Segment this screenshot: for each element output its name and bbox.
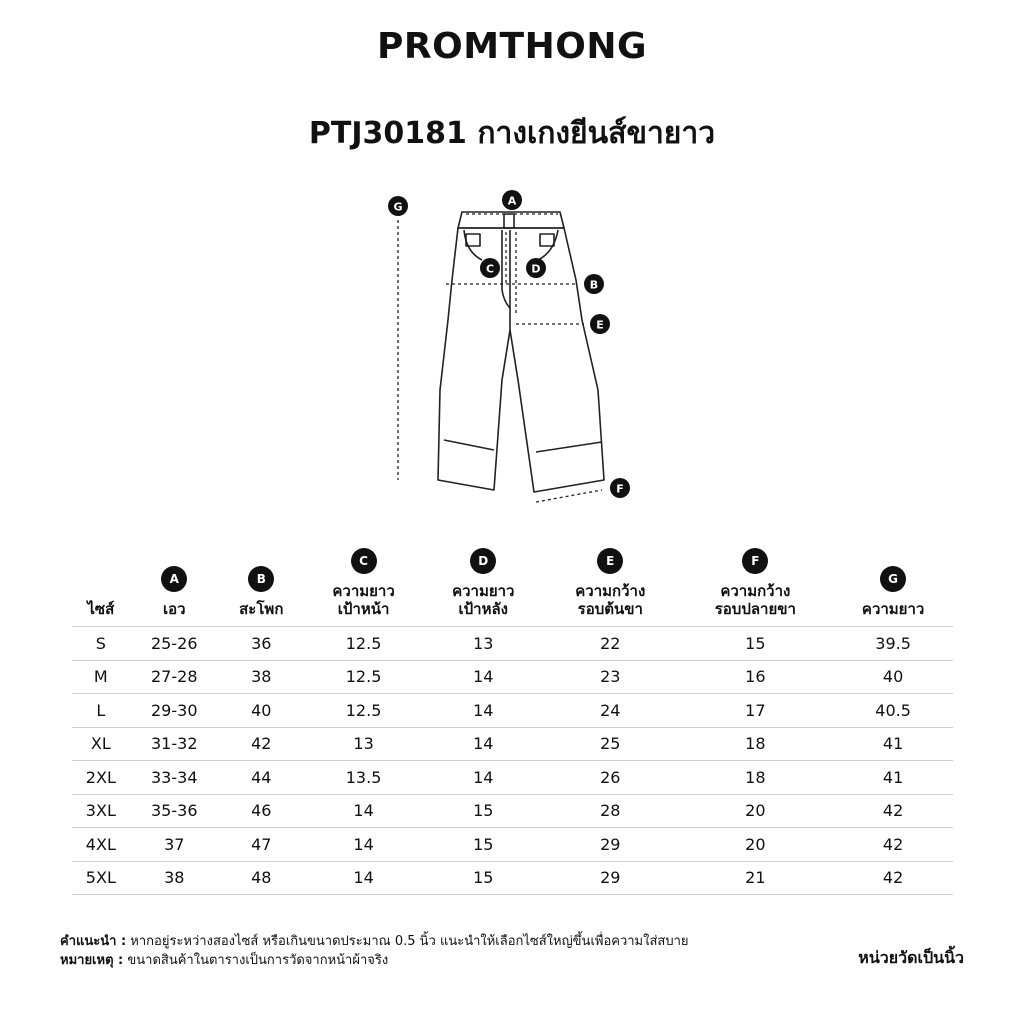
table-cell: 16	[677, 660, 833, 694]
table-cell: 26	[543, 761, 677, 795]
table-cell: 5XL	[72, 861, 130, 895]
notes	[60, 932, 689, 970]
svg-text:C: C	[485, 262, 495, 276]
table-cell: 41	[833, 761, 953, 795]
table-cell: 38	[130, 861, 219, 895]
pants-diagram	[370, 180, 660, 520]
table-row	[72, 660, 953, 694]
table-cell: 33-34	[130, 761, 219, 795]
brand-logo: PROMTHONG	[377, 26, 647, 67]
column-header-size: ไซส์	[87, 600, 115, 618]
advice-line: คำแนะนำ : หากอยู่ระหว่างสองไซส์ หรือเกินขนาดประมาณ 0.5 นิ้ว แนะนำให้เลือกไซส์ใหญ่ขึ้นเพื่อความใส่สบาย	[60, 934, 689, 949]
svg-text:F: F	[616, 482, 624, 496]
table-cell: 3XL	[72, 794, 130, 828]
remark-line: หมายเหตุ : ขนาดสินค้าในตารางเป็นการวัดจากหน้าผ้าจริง	[60, 953, 389, 968]
table-cell: 47	[219, 828, 304, 862]
table-cell: 40	[833, 660, 953, 694]
table-cell: 13	[423, 627, 543, 661]
table-cell: 15	[677, 627, 833, 661]
table-cell: XL	[72, 727, 130, 761]
pants-illustration	[370, 180, 660, 520]
table-cell: 25-26	[130, 627, 219, 661]
table-cell: 14	[423, 761, 543, 795]
column-header-waist: A เอว	[130, 548, 219, 627]
table-cell: 22	[543, 627, 677, 661]
column-header-thigh: E ความกว้าง รอบต้นขา	[543, 548, 677, 627]
table-cell: 20	[677, 794, 833, 828]
table-cell: 31-32	[130, 727, 219, 761]
diagram-badges	[388, 190, 630, 498]
product-title: PTJ30181 กางเกงยีนส์ขายาว	[308, 116, 716, 151]
svg-text:D: D	[531, 262, 541, 276]
table-cell: 4XL	[72, 828, 130, 862]
table-row	[72, 761, 953, 795]
table-body	[72, 627, 953, 895]
table-row	[72, 861, 953, 895]
table-cell: 15	[423, 861, 543, 895]
table-header-row	[72, 548, 953, 627]
table-row	[72, 794, 953, 828]
table-cell: 40	[219, 694, 304, 728]
table-cell: 18	[677, 727, 833, 761]
table-cell: 42	[219, 727, 304, 761]
table-cell: 24	[543, 694, 677, 728]
table-cell: 44	[219, 761, 304, 795]
table-cell: 15	[423, 828, 543, 862]
svg-text:B: B	[589, 278, 599, 292]
svg-text:E: E	[596, 318, 604, 332]
table-row	[72, 828, 953, 862]
table-cell: 12.5	[304, 660, 424, 694]
column-header-hip: B สะโพก	[219, 548, 304, 627]
table-cell: 21	[677, 861, 833, 895]
table-cell: 14	[423, 660, 543, 694]
table-cell: 42	[833, 794, 953, 828]
column-header-back-rise: D ความยาว เป้าหลัง	[423, 548, 543, 627]
table-cell: 46	[219, 794, 304, 828]
table-cell: 18	[677, 761, 833, 795]
table-cell: 20	[677, 828, 833, 862]
table-cell: 41	[833, 727, 953, 761]
table-cell: 13.5	[304, 761, 424, 795]
table-cell: 29	[543, 828, 677, 862]
table-row	[72, 694, 953, 728]
table-cell: 14	[304, 794, 424, 828]
table-cell: 25	[543, 727, 677, 761]
table-cell: 36	[219, 627, 304, 661]
table-cell: 40.5	[833, 694, 953, 728]
table-cell: 29	[543, 861, 677, 895]
table-cell: 12.5	[304, 627, 424, 661]
table-row	[72, 727, 953, 761]
unit-label: หน่วยวัดเป็นนิ้ว	[858, 948, 964, 967]
table-cell: 17	[677, 694, 833, 728]
table-cell: S	[72, 627, 130, 661]
table-cell: 28	[543, 794, 677, 828]
table-cell: 23	[543, 660, 677, 694]
table-cell: 15	[423, 794, 543, 828]
column-header-length: G ความยาว	[833, 548, 953, 627]
table-cell: 42	[833, 861, 953, 895]
column-header-leg-opening: F ความกว้าง รอบปลายขา	[677, 548, 833, 627]
table-cell: 35-36	[130, 794, 219, 828]
svg-text:A: A	[507, 194, 517, 208]
table-cell: 27-28	[130, 660, 219, 694]
table-cell: 2XL	[72, 761, 130, 795]
table-cell: M	[72, 660, 130, 694]
size-chart-table	[72, 548, 953, 895]
table-cell: 13	[304, 727, 424, 761]
table-cell: 38	[219, 660, 304, 694]
table-cell: 48	[219, 861, 304, 895]
svg-text:G: G	[393, 200, 403, 214]
table-row	[72, 627, 953, 661]
table-cell: 14	[423, 694, 543, 728]
table-cell: 29-30	[130, 694, 219, 728]
table-cell: 14	[423, 727, 543, 761]
table-cell: 12.5	[304, 694, 424, 728]
table-cell: 39.5	[833, 627, 953, 661]
table-cell: 42	[833, 828, 953, 862]
table-cell: 14	[304, 861, 424, 895]
table-cell: 37	[130, 828, 219, 862]
table-cell: L	[72, 694, 130, 728]
column-header-front-rise: C ความยาว เป้าหน้า	[304, 548, 424, 627]
table-cell: 14	[304, 828, 424, 862]
